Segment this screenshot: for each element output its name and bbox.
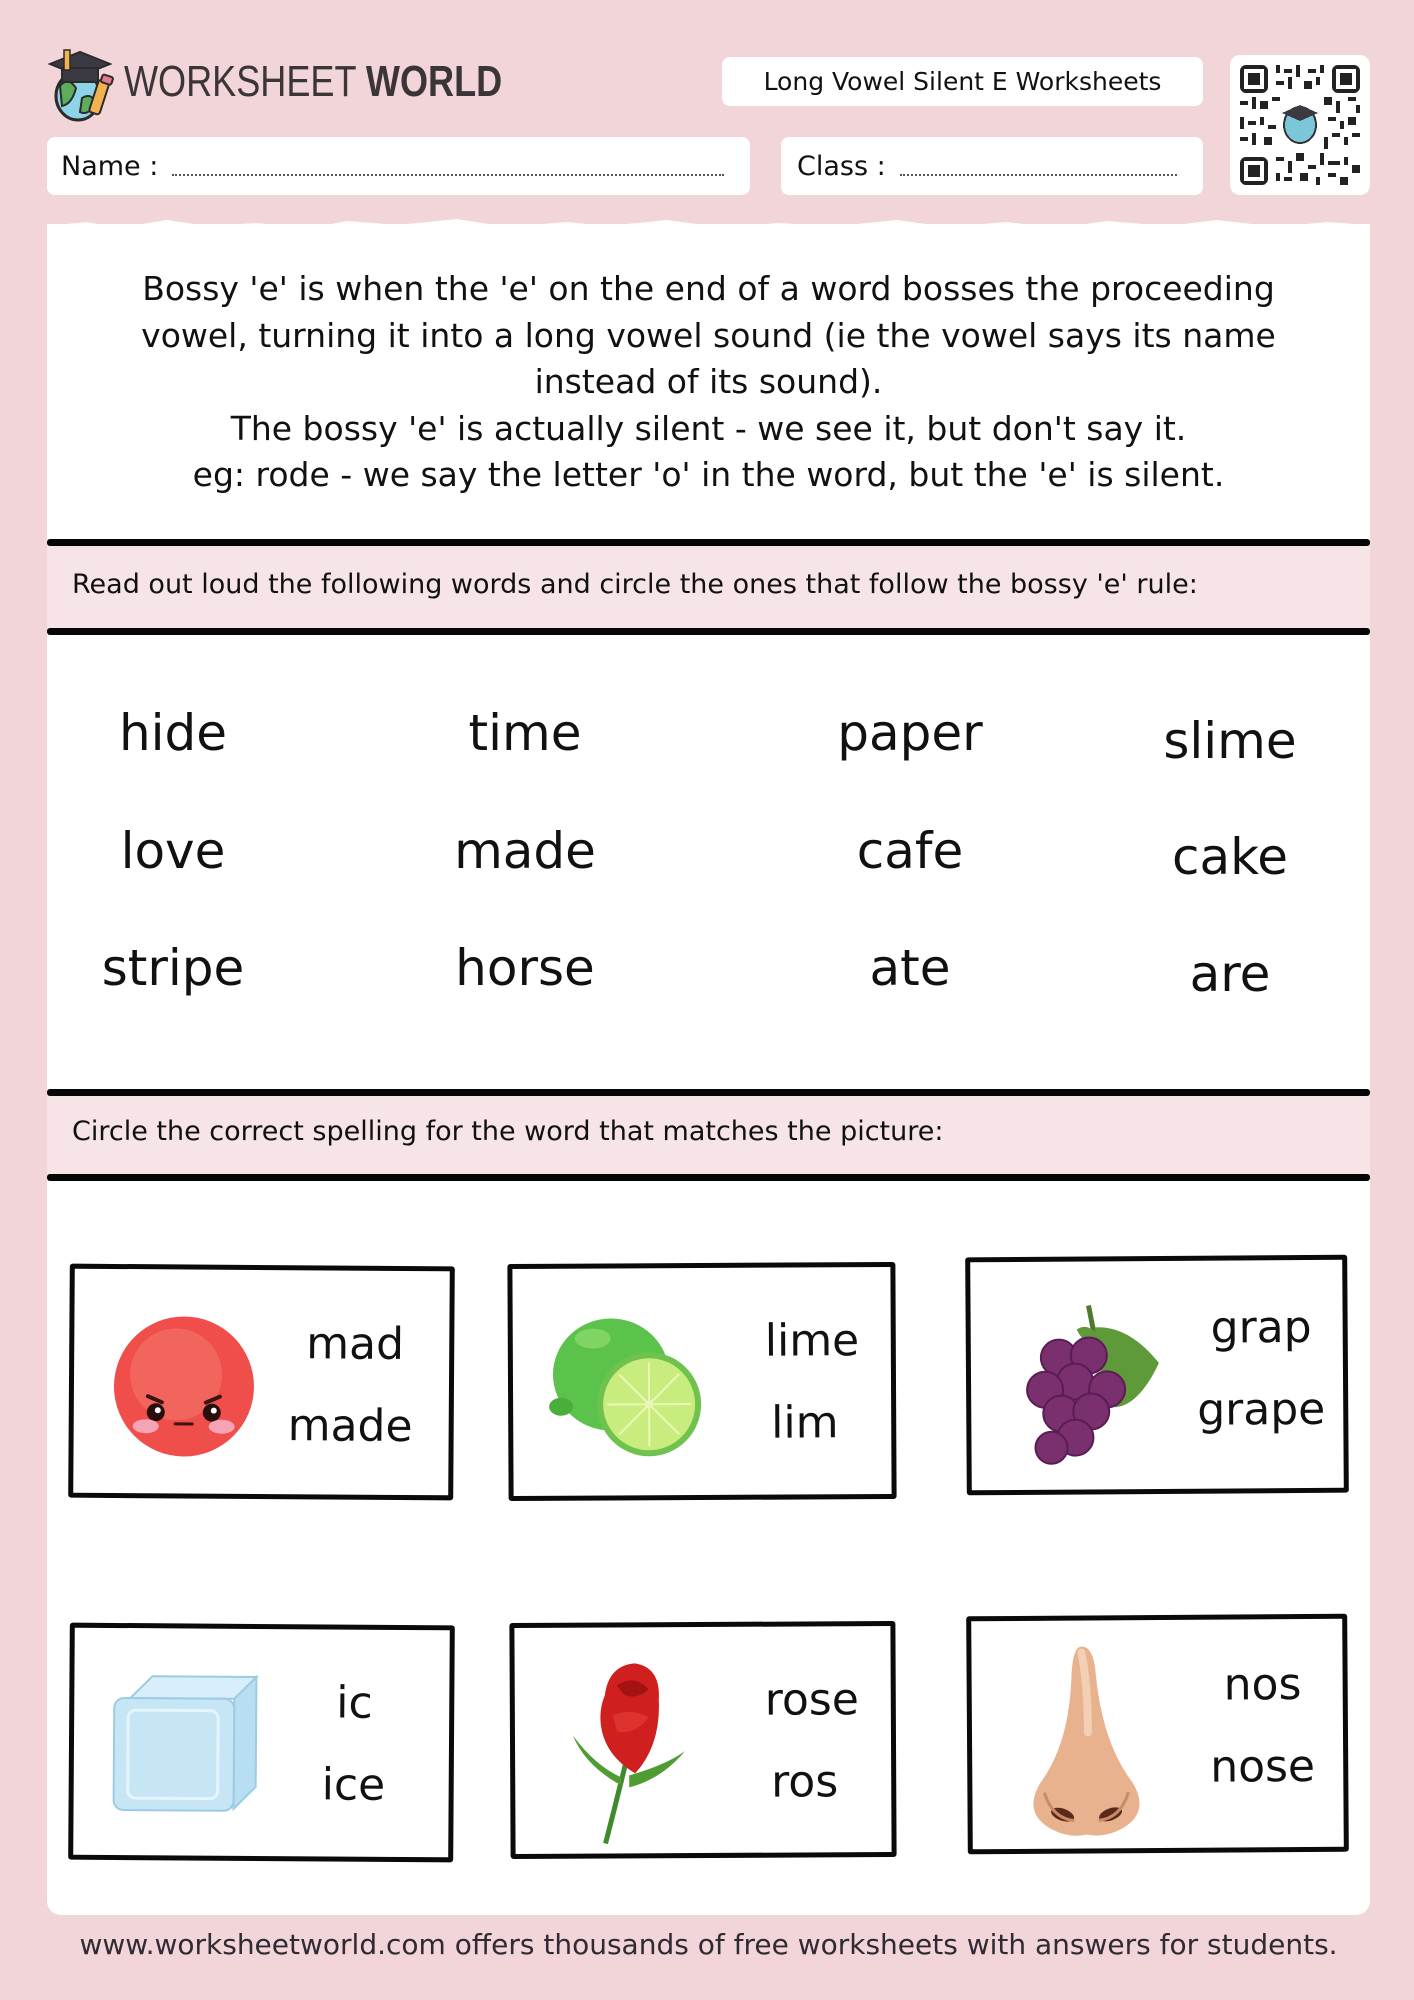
- spelling-option[interactable]: nos: [1223, 1658, 1302, 1711]
- word-item[interactable]: cafe: [856, 822, 964, 880]
- intro-line: Bossy 'e' is when the 'e' on the end of a word bosses the proceeding: [142, 269, 1275, 308]
- worksheet-title: Long Vowel Silent E Worksheets: [722, 57, 1203, 106]
- picture-card: [966, 1614, 1349, 1855]
- spelling-option[interactable]: grape: [1197, 1383, 1326, 1436]
- grapes-icon: [1018, 1297, 1169, 1472]
- footer-text: offers thousands of free worksheets with answers for students.: [445, 1928, 1338, 1961]
- word-item[interactable]: ate: [869, 939, 951, 997]
- intro-line: The bossy 'e' is actually silent - we see it, but don't say it.: [230, 408, 1187, 448]
- spelling-option[interactable]: rose: [764, 1674, 859, 1726]
- angry-face-icon: [111, 1314, 256, 1463]
- word-item[interactable]: time: [468, 704, 582, 762]
- word-item[interactable]: horse: [455, 939, 595, 997]
- globe-graduation-cap-icon: [48, 46, 114, 118]
- logo-text-bold: WORLD: [365, 57, 503, 106]
- ice-cube-icon: [109, 1674, 260, 1819]
- word-item[interactable]: made: [454, 822, 596, 880]
- torn-paper-edge: [47, 214, 1370, 236]
- word-item[interactable]: stripe: [101, 939, 245, 997]
- picture-card: [68, 1264, 455, 1501]
- picture-card: [965, 1255, 1349, 1496]
- picture-card: [68, 1623, 455, 1863]
- name-label: Name :: [61, 150, 159, 182]
- intro-line: instead of its sound).: [534, 362, 883, 401]
- word-item[interactable]: are: [1189, 945, 1271, 1003]
- name-field[interactable]: [47, 137, 750, 195]
- word-item[interactable]: slime: [1163, 712, 1297, 770]
- word-item[interactable]: hide: [118, 704, 228, 762]
- instruction-2: Circle the correct spelling for the word that matches the picture:: [72, 1116, 944, 1147]
- spelling-option[interactable]: nose: [1210, 1740, 1316, 1793]
- name-input-line[interactable]: [172, 174, 724, 176]
- class-input-line[interactable]: [900, 174, 1177, 176]
- logo-text-light: WORKSHEET: [124, 57, 356, 106]
- spelling-option[interactable]: made: [287, 1400, 413, 1453]
- instruction-1: Read out loud the following words and circle the ones that follow the bossy 'e' rule:: [72, 569, 1198, 600]
- spelling-option[interactable]: grap: [1210, 1301, 1312, 1354]
- qr-code-icon[interactable]: [1230, 55, 1370, 195]
- rose-icon: [565, 1655, 696, 1850]
- spelling-option[interactable]: lim: [771, 1397, 839, 1449]
- intro-line: vowel, turning it into a long vowel sound (ie the vowel says its name: [141, 315, 1276, 355]
- spelling-option[interactable]: ice: [321, 1759, 386, 1811]
- divider-bar: [47, 539, 1370, 546]
- word-item[interactable]: cake: [1171, 828, 1289, 886]
- picture-card: [507, 1262, 896, 1501]
- spelling-option[interactable]: ros: [771, 1756, 839, 1808]
- spelling-option[interactable]: ic: [336, 1677, 373, 1729]
- class-label: Class :: [797, 150, 886, 182]
- nose-icon: [1021, 1642, 1152, 1847]
- divider-bar: [47, 1089, 1370, 1096]
- footer-link[interactable]: www.worksheetworld.com: [79, 1928, 446, 1961]
- word-item[interactable]: paper: [837, 704, 983, 762]
- divider-bar: [47, 1174, 1370, 1181]
- spelling-option[interactable]: mad: [306, 1318, 405, 1370]
- divider-bar: [47, 628, 1370, 635]
- logo-text: [124, 57, 502, 107]
- logo: [48, 46, 585, 118]
- word-item[interactable]: love: [120, 822, 226, 880]
- picture-card: [509, 1621, 896, 1859]
- lime-icon: [545, 1310, 706, 1465]
- footer: [47, 1928, 1370, 1961]
- class-field[interactable]: [781, 137, 1203, 195]
- intro-text: [47, 266, 1370, 499]
- spelling-option[interactable]: lime: [764, 1315, 860, 1367]
- intro-line: eg: rode - we say the letter 'o' in the word, but the 'e' is silent.: [192, 455, 1225, 494]
